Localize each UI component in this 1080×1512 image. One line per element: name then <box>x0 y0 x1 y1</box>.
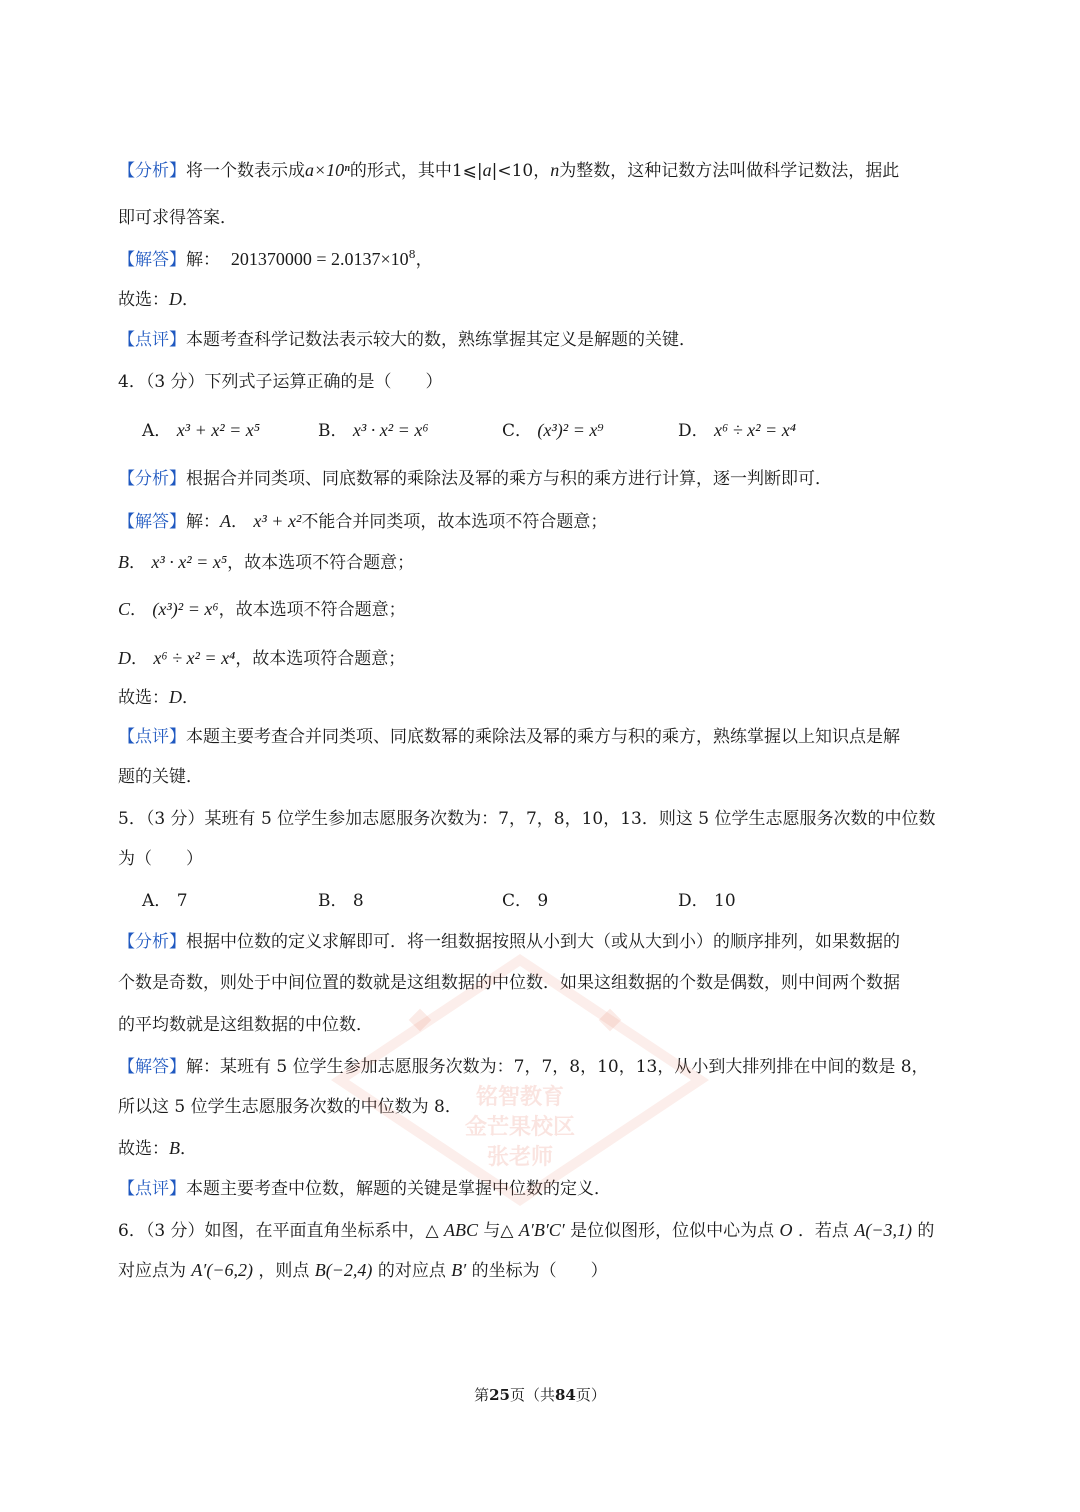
q3-analysis-line2: 即可求得答案． <box>118 208 237 228</box>
q3-answer: 【解答】解： $201370000 = 2.0137\times 10^8$， <box>118 248 433 270</box>
q4-option-d: D． x⁶ ÷ x² = x⁴ <box>678 420 796 441</box>
q4-analysis: 【分析】根据合并同类项、同底数幂的乘除法及幂的乘方与积的乘方进行计算，逐一判断即可． <box>118 469 832 489</box>
q5-analysis-line3: 的平均数就是这组数据的中位数． <box>118 1015 373 1035</box>
q3-analysis-line1: 【分析】将一个数表示成a×10ⁿ的形式，其中1⩽|a|<10，n为整数，这种记数方法叫做科学记数法，据此 <box>118 160 900 181</box>
q6-stem-line2: 对应点为 A′(−6,2) ，则点 B(−2,4) 的对应点 B′ 的坐标为（ ） <box>118 1260 608 1281</box>
page-footer: 第25页（共84页） <box>474 1386 606 1404</box>
q4-option-c: C． (x³)² = x⁹ <box>502 420 604 441</box>
q5-option-d: D． 10 <box>678 891 736 911</box>
q5-option-a: A． 7 <box>142 891 188 911</box>
watermark-line1: 铭智教育 <box>475 1085 564 1110</box>
q4-option-b: B． x³ · x² = x⁶ <box>318 420 429 441</box>
q3-comment: 【点评】本题考查科学记数法表示较大的数，熟练掌握其定义是解题的关键． <box>118 330 696 350</box>
q4-answer-a: 【解答】解：A． x³ + x²不能合并同类项，故本选项不符合题意； <box>118 511 608 532</box>
answer-tag: 【解答】 <box>118 250 186 270</box>
q4-answer-c: C． (x³)² = x⁶，故本选项不符合题意； <box>118 599 406 620</box>
analysis-tag: 【分析】 <box>118 932 186 952</box>
comment-tag: 【点评】 <box>118 330 186 350</box>
answer-tag: 【解答】 <box>118 512 186 532</box>
watermark-line3: 张老师 <box>486 1145 553 1170</box>
q4-answer-d: D． x⁶ ÷ x² = x⁴，故本选项符合题意； <box>118 648 406 669</box>
q5-analysis-line1: 【分析】根据中位数的定义求解即可．将一组数据按照从小到大（或从大到小）的顺序排列，如果数据的 <box>118 932 900 952</box>
q4-stem: 4．（3 分）下列式子运算正确的是（ ） <box>118 372 443 392</box>
q4-comment-line1: 【点评】本题主要考查合并同类项、同底数幂的乘除法及幂的乘方与积的乘方，熟练掌握以上知识点是解 <box>118 727 900 747</box>
q4-choice: 故选：D． <box>118 687 199 708</box>
analysis-tag: 【分析】 <box>118 469 186 489</box>
comment-tag: 【点评】 <box>118 727 186 747</box>
q5-analysis-line2: 个数是奇数，则处于中间位置的数就是这组数据的中位数．如果这组数据的个数是偶数，则中间两个数据 <box>118 973 900 993</box>
q5-answer-line1: 【解答】解：某班有 5 位学生参加志愿服务次数为：7，7，8，10，13，从小到大排列排在中间的数是 8， <box>118 1057 929 1077</box>
q4-comment-line2: 题的关键． <box>118 767 203 787</box>
q4-option-a: A． x³ + x² = x⁵ <box>142 420 260 441</box>
page-total: 84 <box>555 1386 576 1404</box>
q3-choice: 故选：D． <box>118 289 199 310</box>
q5-stem-line2: 为（ ） <box>118 849 203 869</box>
q5-option-c: C． 9 <box>502 891 549 911</box>
q5-comment: 【点评】本题主要考查中位数，解题的关键是掌握中位数的定义． <box>118 1179 611 1199</box>
q4-answer-b: B． x³ · x² = x⁵，故本选项不符合题意； <box>118 552 415 573</box>
q5-answer-line2: 所以这 5 位学生志愿服务次数的中位数为 8． <box>118 1097 462 1117</box>
analysis-tag: 【分析】 <box>118 161 186 181</box>
comment-tag: 【点评】 <box>118 1179 186 1199</box>
q5-option-b: B． 8 <box>318 891 364 911</box>
page-number: 25 <box>489 1386 510 1404</box>
q6-stem-line1: 6．（3 分）如图，在平面直角坐标系中，△ ABC 与△ A′B′C′ 是位似图形，位似中心为点 O ．若点 A(−3,1) 的 <box>118 1220 935 1241</box>
q5-choice: 故选：B． <box>118 1138 197 1159</box>
answer-tag: 【解答】 <box>118 1057 186 1077</box>
q5-stem-line1: 5．（3 分）某班有 5 位学生参加志愿服务次数为：7，7，8，10，13．则这 5 位学生志愿服务次数的中位数 <box>118 809 936 829</box>
watermark-line2: 金芒果校区 <box>464 1115 575 1140</box>
